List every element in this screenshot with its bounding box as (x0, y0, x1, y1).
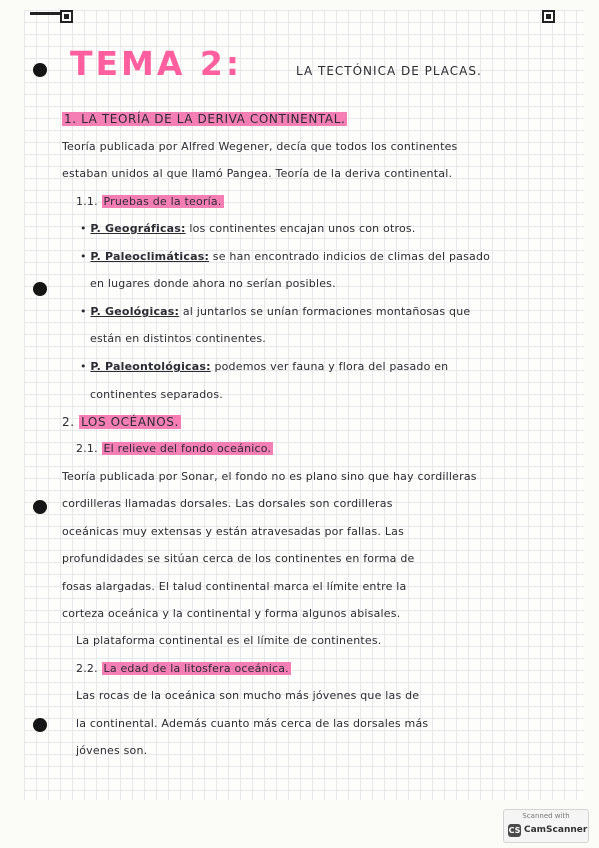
section-2-1-heading (76, 442, 273, 455)
bullet-continuation: están en distintos continentes. (90, 332, 266, 345)
notebook-page (24, 10, 584, 800)
paragraph-line: La plataforma continental es el límite de continentes. (76, 634, 382, 647)
paragraph-line: Las rocas de la oceánica son mucho más jóvenes que las de (76, 689, 420, 702)
highlight: La edad de la litosfera oceánica. (103, 662, 289, 675)
bullet-item: • P. Paleontológicas: podemos ver fauna y flora del pasado en (80, 360, 449, 373)
bullet-text: al juntarlos se unían formaciones montañosas que (182, 305, 471, 318)
bullet-label: P. Paleontológicas: (90, 360, 211, 373)
page-subtitle: LA TECTÓNICA DE PLACAS. (296, 64, 482, 78)
paragraph-line: la continental. Además cuanto más cerca de las dorsales más (76, 717, 429, 730)
highlight: LOS OCÉANOS. (81, 415, 179, 429)
bullet-text: se han encontrado indicios de climas del pasado (212, 250, 491, 263)
paragraph-line: corteza oceánica y la continental y forma algunos abisales. (62, 607, 401, 620)
binder-hole (33, 500, 47, 514)
paragraph-line: Teoría publicada por Sonar, el fondo no es plano sino que hay cordilleras (62, 470, 477, 483)
bullet-text: podemos ver fauna y flora del pasado en (214, 360, 449, 373)
section-number: 2. (62, 415, 75, 429)
section-1-1-heading (76, 195, 224, 208)
bullet-item: • P. Paleoclimáticas: se han encontrado indicios de climas del pasado (80, 250, 491, 263)
camscanner-watermark (503, 809, 589, 843)
paragraph-line: profundidades se sitúan cerca de los continentes en forma de (62, 552, 415, 565)
section-1-heading (62, 112, 347, 126)
bullet-item: • P. Geográficas: los continentes encajan unos con otros. (80, 222, 416, 235)
binder-hole (33, 63, 47, 77)
paragraph-line: Teoría publicada por Alfred Wegener, decía que todos los continentes (62, 140, 458, 153)
section-2-heading (62, 415, 181, 429)
paragraph-line: oceánicas muy extensas y están atravesadas por fallas. Las (62, 525, 405, 538)
bullet-label: P. Geológicas: (90, 305, 180, 318)
bullet-label: P. Paleoclimáticas: (90, 250, 210, 263)
section-number: 2.2. (76, 662, 98, 675)
page-corner-marker-right (542, 10, 555, 23)
paragraph-line: estaban unidos al que llamó Pangea. Teoría de la deriva continental. (62, 167, 453, 180)
bullet-text: los continentes encajan unos con otros. (189, 222, 416, 235)
bullet-continuation: en lugares donde ahora no serían posibles. (90, 277, 336, 290)
paragraph-line: cordilleras llamadas dorsales. Las dorsales son cordilleras (62, 497, 393, 510)
camscanner-logo-icon: CS (508, 826, 521, 835)
binder-hole (33, 282, 47, 296)
bullet-label: P. Geográficas: (90, 222, 186, 235)
section-number: 2.1. (76, 442, 98, 455)
paragraph-line: jóvenes son. (76, 744, 148, 757)
section-number: 1.1. (76, 195, 98, 208)
section-2-2-heading (76, 662, 291, 675)
bullet-continuation: continentes separados. (90, 388, 223, 401)
page-title: TEMA 2: (70, 44, 243, 83)
paragraph-line: fosas alargadas. El talud continental marca el límite entre la (62, 580, 407, 593)
binder-hole (33, 718, 47, 732)
bullet-item: • P. Geológicas: al juntarlos se unían formaciones montañosas que (80, 305, 471, 318)
highlight: Pruebas de la teoría. (103, 195, 222, 208)
highlight: El relieve del fondo oceánico. (103, 442, 272, 455)
highlight: 1. LA TEORÍA DE LA DERIVA CONTINENTAL. (64, 112, 346, 126)
camscanner-brand: CamScanner (524, 825, 588, 835)
page-corner-marker-left (60, 10, 73, 23)
scanned-with-text: Scanned with (522, 812, 570, 820)
